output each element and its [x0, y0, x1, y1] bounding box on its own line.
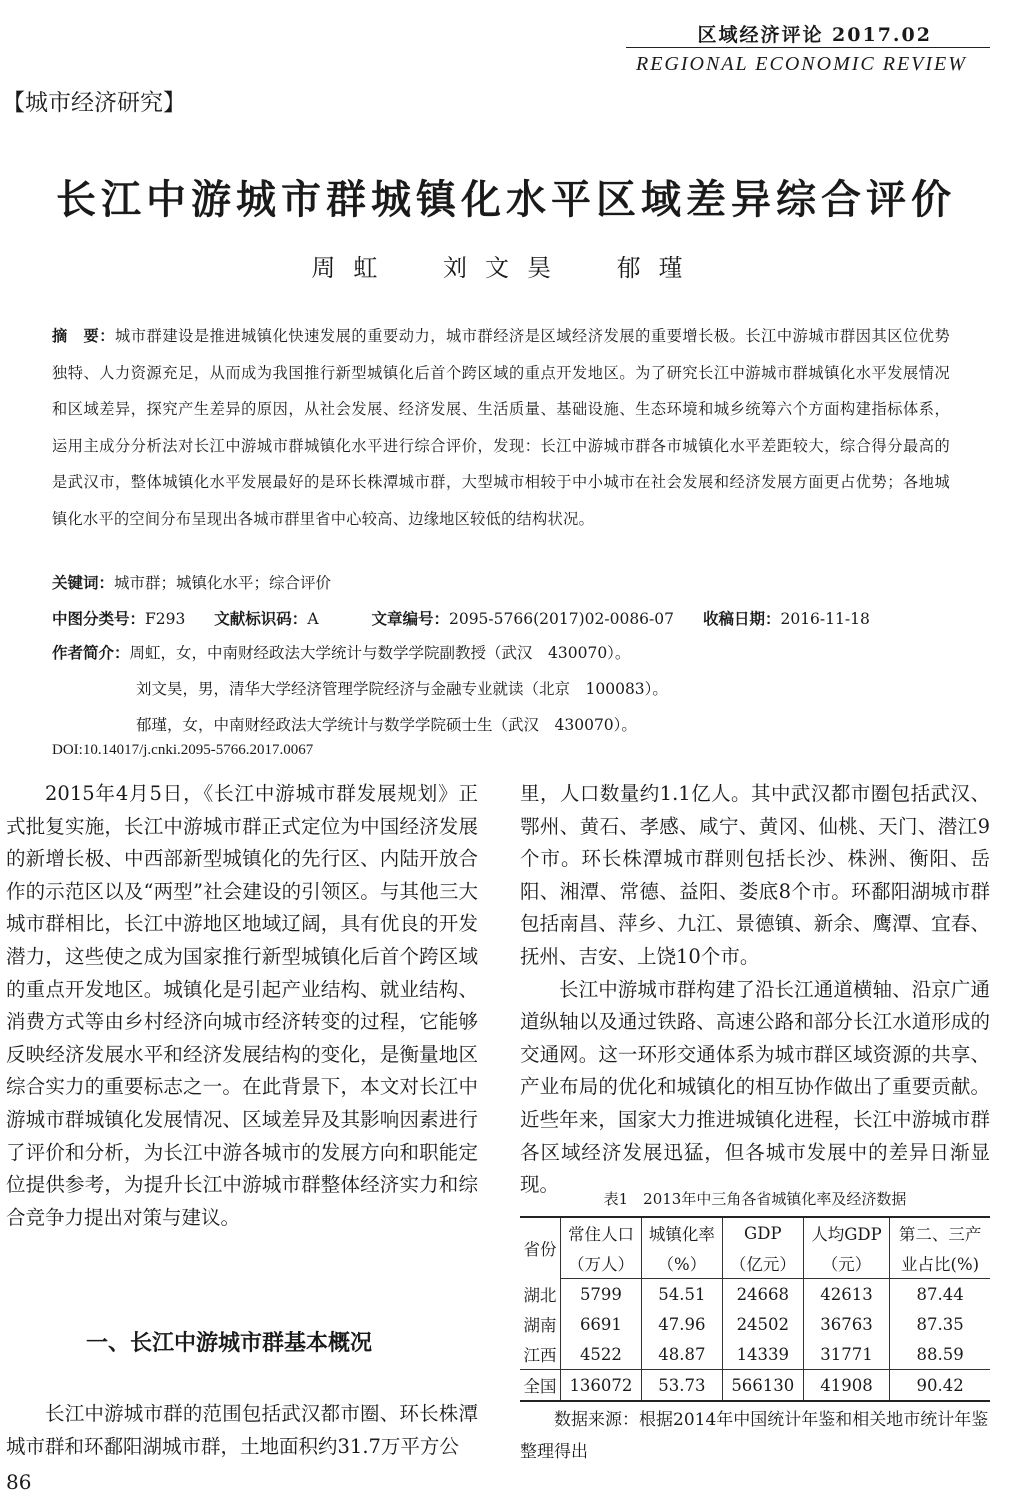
body-paragraph: 里，人口数量约1.1亿人。其中武汉都市圈包括武汉、鄂州、黄石、孝感、咸宁、黄冈、仙桃、天门、潜江9个市。环长株潭城市群则包括长沙、株洲、衡阳、岳阳、湘潭、常德、益阳、娄底8个市。环鄱阳湖城市群包括南昌、萍乡、九江、景德镇、新余、鹰潭、宜春、抚州、吉安、上饶10个市。	[520, 782, 990, 968]
body-left-column	[6, 778, 478, 1234]
table-header-row	[520, 1248, 990, 1279]
body-right-column	[520, 778, 990, 1202]
table-cell: 41908	[803, 1370, 889, 1402]
author-info-line-2: 刘文昊，男，清华大学经济管理学院经济与金融专业就读（北京 100083）。	[136, 680, 668, 698]
author-info-label: 作者简介：	[52, 644, 130, 662]
doc-code-label: 文献标识码：	[214, 610, 308, 628]
table-cell: 4522	[560, 1339, 641, 1370]
table-header-unit: （元）	[803, 1248, 889, 1279]
section-heading: 一、长江中游城市群基本概况	[86, 1331, 373, 1356]
table-cell: 42613	[803, 1279, 889, 1310]
clc-label: 中图分类号：	[52, 610, 146, 628]
body-paragraph: 长江中游城市群构建了沿长江通道横轴、沿京广通道纵轴以及通过铁路、高速公路和部分长江水道形成的交通网。这一环形交通体系为城市群区域资源的共享、产业布局的优化和城镇化的相互协作做出了重要贡献。近些年来，国家大力推进城镇化进程，长江中游城市群各区域经济发展迅猛，但各城市发展中的差异日渐显现。	[520, 977, 990, 1197]
table-cell: 54.51	[641, 1279, 722, 1310]
table-row	[520, 1339, 990, 1370]
body-paragraph: 2015年4月5日，《长江中游城市群发展规划》正式批复实施，长江中游城市群正式定位为中国经济发展的新增长极、中西部新型城镇化的先行区、内陆开放合作的示范区以及“两型”社会建设的引领区。与其他三大城市群相比，长江中游地区地域辽阔，具有优良的开发潜力，这些使之成为国家推行新型城镇化后首个跨区域的重点开发地区。城镇化是引起产业结构、就业结构、消费方式等由乡村经济向城市经济转变的过程，它能够反映经济发展水平和经济发展结构的变化，是衡量地区综合实力的重要标志之一。在此背景下，本文对长江中游城市群城镇化发展情况、区域差异及其影响因素进行了评价和分析，为长江中游各城市的发展方向和职能定位提供参考，为提升长江中游城市群整体经济实力和综合竞争力提出对策与建议。	[6, 782, 478, 1229]
table-cell: 24502	[722, 1309, 803, 1339]
author-info-line-1	[52, 641, 630, 663]
table-header-cell: 人均GDP	[803, 1217, 889, 1248]
table-cell: 江西	[520, 1339, 560, 1370]
table-cell: 88.59	[890, 1339, 990, 1370]
table-cell: 90.42	[890, 1370, 990, 1402]
article-authors: 周虹 刘文昊 郁瑾	[311, 254, 701, 282]
table-header-cell: 省份	[520, 1217, 560, 1279]
table-header-cell: GDP	[722, 1217, 803, 1248]
body-left-column-continued	[6, 1398, 478, 1463]
table-header-row	[520, 1217, 990, 1248]
received-value: 2016-11-18	[780, 610, 870, 628]
doc-code-value: A	[307, 610, 319, 628]
article-title: 长江中游城市群城镇化水平区域差异综合评价	[56, 177, 956, 223]
table-cell: 5799	[560, 1279, 641, 1310]
table-cell: 14339	[722, 1339, 803, 1370]
table-cell: 湖北	[520, 1279, 560, 1310]
journal-name-en: REGIONAL ECONOMIC REVIEW	[636, 53, 967, 75]
table-cell: 87.44	[890, 1279, 990, 1310]
table-cell: 53.73	[641, 1370, 722, 1402]
keywords-label: 关键词：	[52, 574, 115, 592]
table-total-row	[520, 1370, 990, 1402]
table-header-unit: 业占比(%)	[890, 1248, 990, 1279]
table-cell: 湖南	[520, 1309, 560, 1339]
table-cell: 47.96	[641, 1309, 722, 1339]
keywords	[52, 571, 331, 593]
table-caption: 表1 2013年中三角各省城镇化率及经济数据	[603, 1190, 907, 1208]
article-no-label: 文章编号：	[371, 610, 449, 628]
clc-value: F293	[145, 610, 186, 628]
abstract-label: 摘 要：	[52, 327, 116, 345]
table-row	[520, 1309, 990, 1339]
classification-line	[52, 607, 870, 629]
table-cell: 136072	[560, 1370, 641, 1402]
table-cell: 87.35	[890, 1309, 990, 1339]
doi: DOI:10.14017/j.cnki.2095-5766.2017.0067	[52, 742, 314, 758]
table-cell: 566130	[722, 1370, 803, 1402]
table-row	[520, 1279, 990, 1310]
body-paragraph: 长江中游城市群的范围包括武汉都市圈、环长株潭城市群和环鄱阳湖城市群，土地面积约31.7万平方公	[6, 1402, 478, 1458]
table-header-cell: 第二、三产	[890, 1217, 990, 1248]
table-cell: 全国	[520, 1370, 560, 1402]
table-header-cell: 城镇化率	[641, 1217, 722, 1248]
journal-name: 区域经济评论 2017.02	[697, 24, 932, 46]
table-cell: 36763	[803, 1309, 889, 1339]
table-cell: 31771	[803, 1339, 889, 1370]
section-tag: 【城市经济研究】	[2, 90, 186, 116]
table-header-unit: （%）	[641, 1248, 722, 1279]
author-info-text: 周虹，女，中南财经政法大学统计与数学学院副教授（武汉 430070）。	[129, 644, 631, 662]
article-no-value: 2095-5766(2017)02-0086-07	[448, 610, 675, 628]
abstract	[52, 318, 950, 537]
table-header-unit: （亿元）	[722, 1248, 803, 1279]
header-rule	[626, 47, 990, 48]
table-cell: 6691	[560, 1309, 641, 1339]
table-cell: 48.87	[641, 1339, 722, 1370]
keywords-text: 城市群；城镇化水平；综合评价	[114, 574, 332, 592]
received-label: 收稿日期：	[702, 610, 781, 628]
data-table	[520, 1216, 990, 1402]
page-number: 86	[6, 1470, 32, 1494]
table-header-cell: 常住人口	[560, 1217, 641, 1248]
table-cell: 24668	[722, 1279, 803, 1310]
author-info-line-3: 郁瑾，女，中南财经政法大学统计与数学学院硕士生（武汉 430070）。	[136, 716, 637, 734]
abstract-text: 城市群建设是推进城镇化快速发展的重要动力，城市群经济是区域经济发展的重要增长极。长江中游城市群因其区位优势独特、人力资源充足，从而成为我国推行新型城镇化后首个跨区域的重点开发地区。为了研究长江中游城市群城镇化水平发展情况和区域差异，探究产生差异的原因，从社会发展、经济发展、生活质量、基础设施、生态环境和城乡统筹六个方面构建指标体系，运用主成分分析法对长江中游城市群城镇化水平进行综合评价，发现：长江中游城市群各市城镇化水平差距较大，综合得分最高的是武汉市，整体城镇化水平发展最好的是环长株潭城市群，大型城市相较于中小城市在社会发展和经济发展方面更占优势；各地城镇化水平的空间分布呈现出各城市群里省中心较高、边缘地区较低的结构状况。	[52, 327, 951, 528]
table-source-note: 数据来源：根据2014年中国统计年鉴和相关地市统计年鉴整理得出	[520, 1410, 989, 1462]
table-header-unit: （万人）	[560, 1248, 641, 1279]
